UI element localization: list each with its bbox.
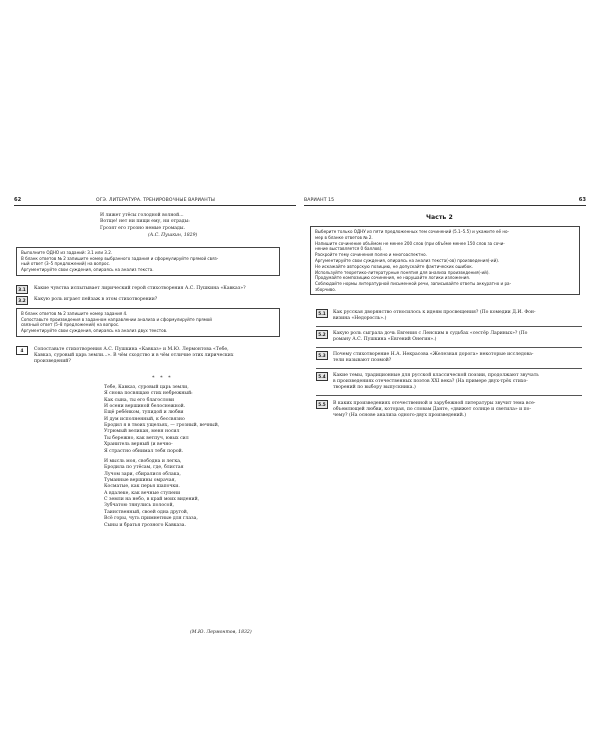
question-3-1-text: Какие чувства испытывает лирический герой стихотворения А.С. Пушкина «Кавказ»? [34,285,246,291]
question-5-5-line: чему? (На основе анализа одного-двух произведений.) [333,413,467,419]
instruction-box-5 [310,226,580,295]
poem-line: Бродил я в твоих ущельях, — грозный, вечный, [104,423,220,429]
instruction-box-4 [16,308,280,337]
instruction-line: Не искажайте авторскую позицию, не допускайте фактических ошибок. [315,263,473,269]
question-5-3-line: Почему стихотворение Н.А. Некрасова «Железная дорога» некоторые исследова- [333,351,534,357]
instruction-line: В бланк ответов № 2 запишите номер выбранного задания и сформулируйте прямой связ- [21,255,219,261]
instruction-line: зборчиво. [315,287,337,292]
poem-line: Угрюмый великан, меня носил [104,429,180,435]
poem-line: Как сына, ты его благослови [104,397,175,403]
question-number-3-2: 3.2 [16,296,28,305]
poem-line: А вдалеке, как вечные ступени [104,490,181,496]
intro-attribution: (А.С. Пушкин, 1829) [148,233,198,238]
question-5-2-line: роману А.С. Пушкина «Евгений Онегин».) [333,336,437,342]
question-5-5-line: объемлющей любви, которая, по словам Данте, «движет солнце и светила» и по- [333,406,532,412]
instruction-line: Используйте теоретико-литературные понятия для анализа произведения(-ий). [315,269,490,275]
poem-line: Ещё ребёнком, тупидой и любви [104,410,184,416]
poem-line: Я снова посвящаю стих небрежный: [104,391,193,397]
question-divider [316,347,582,348]
left-page-number: 62 [14,197,22,203]
question-4-line: Сопоставьте стихотворения А.С. Пушкина «Кавказ» и М.Ю. Лермонтова «Тебе, [34,346,229,352]
right-page-number: 63 [578,197,586,203]
instruction-line: Аргументируйте свои суждения, опираясь на анализ двух текстов. [21,327,168,333]
poem-line: Ты бережно, как ветпуч, ювых сил [104,435,189,441]
intro-poem-line: Вотще! нет ни пищи ему, ни отрады: [100,219,190,225]
part-heading: Часть 2 [426,214,453,221]
question-5-4-line: Какие темы, традиционные для русской классической поэзии, продолжают звучать [333,372,539,378]
question-5-5-line: В каких произведениях отечественной и зарубежной литературы звучит тема все- [333,400,536,406]
question-number-5-5: 5.5 [316,400,328,409]
poem-line: И мысль моя, свободна и легка, [104,459,182,464]
question-5-1-line: Как русская дворянство относилось к идеям просвещения? (По комедии Д.И. Фон- [333,309,536,315]
instruction-line: Аргументируйте свои суждения, опираясь на анализ текста(-ов) произведения(-ий). [315,258,500,263]
question-number-4: 4 [16,346,28,355]
question-3-2-text: Какую роль играет пейзаж в этом стихотворении? [34,296,158,302]
poem-line: Хранитель верный (и вечно- [104,442,173,448]
question-divider [316,326,582,327]
poem-line: Я страстно обнимал тебя порой. [104,448,184,454]
instruction-line: Напишите сочинение объёмом не менее 200 слов (при объёме менее 150 слов за сочи- [315,240,505,246]
poem-line: И дум исполненный, к бессвязно [104,416,185,422]
poem-line: Косматые, как перья шапочки. [104,484,180,490]
poem-line: Тебе, Кавказ, суровый царь земли, [104,385,189,390]
poem-line: Зубчатою тянулись полосой, [104,503,174,509]
instruction-line: Продумайте композицию сочинения, не нарушайте логики изложения. [315,275,471,281]
instruction-line: Выполните ОДНО из заданий: 3.1 или 3.2. [21,250,113,255]
instruction-line: ный ответ (3–5 предложений) на вопрос. [21,261,111,267]
right-running-title: ВАРИАНТ 15 [304,197,335,203]
instruction-line: нение выставляется 0 баллов). [315,246,383,252]
question-5-4-line: в произведениях отечественных поэтов XXI века? (На примере двух-трёх стихо- [333,378,528,384]
instruction-line: мер в бланке ответов № 2. [315,234,373,240]
question-number-5-1: 5.1 [316,309,328,318]
question-5-2-line: Какую роль сыграла дочь Евгения с Ленским в судьбах «сестёр Лариных»? (По [333,330,528,336]
question-number-3-1: 3.1 [16,285,28,294]
instruction-line: Аргументируйте свои суждения, опираясь на анализ текста. [21,266,154,272]
poem-line: Бродила по утёсам, где, блистая [104,465,184,471]
question-5-3-line: тели называют поэмой? [333,357,392,363]
poem-line: Лучом зари, сбиралися облака, [104,471,181,477]
instruction-line: Сопоставьте произведения в заданном направлении анализа и сформулируйте прямой [21,316,212,322]
question-4-line: Кавказ, суровый царь земли...». В чём сходство и в чём отличие этих лирических [34,352,234,358]
poem-line: Таинственный, своей одна другой, [104,509,189,515]
instruction-line: связный ответ (5–8 предложений) на вопрос. [21,322,120,328]
instruction-line: Выберите только ОДНУ из пяти предложенных тем сочинений (5.1–5.5) и укажите её но- [315,229,510,234]
question-divider [316,368,582,369]
right-header-rule [304,205,586,206]
poem-line: Туманные вершины омрачая, [104,478,176,484]
intro-poem-line: И лижет утёсы голодной волной... [100,213,184,218]
instruction-box-3 [16,247,280,276]
question-divider [316,395,582,396]
poem-line: С земли на небо, в край моих видений, [104,497,200,503]
question-5-1-line: визина «Недоросль».) [333,315,387,321]
intro-poem-line: Грозят его грозно немые громады. [100,225,185,231]
left-page [14,197,296,707]
question-5-4-line: творений по выбору выпускника.) [333,385,416,391]
question-number-5-4: 5.4 [316,372,328,381]
instruction-line: Соблюдайте нормы литературной письменной речи, записывайте ответы аккуратно и ра- [315,281,512,287]
poem-line: Сыны и братья грозного Кавказа. [104,522,186,528]
poem-attribution: (М.Ю. Лермонтов, 1832) [190,630,252,635]
poem-line: Всё горы, чуть примнетные для глаза, [104,516,198,522]
left-running-title: ОГЭ. ЛИТЕРАТУРА. ТРЕНИРОВОЧНЫЕ ВАРИАНТЫ [96,197,215,203]
question-number-5-2: 5.2 [316,330,328,339]
question-4-line: произведений? [34,359,71,365]
poem-line: И осени вершиной белоснежной. [104,404,186,410]
question-number-5-3: 5.3 [316,351,328,360]
right-page [304,197,586,707]
instruction-line: В бланк ответов № 2 запишите номер задания 4. [21,311,128,316]
instruction-line: Раскройте тему сочинения полно и многоаспектно. [315,252,427,258]
left-header-rule [14,205,296,206]
section-stars: * * * [152,375,173,381]
